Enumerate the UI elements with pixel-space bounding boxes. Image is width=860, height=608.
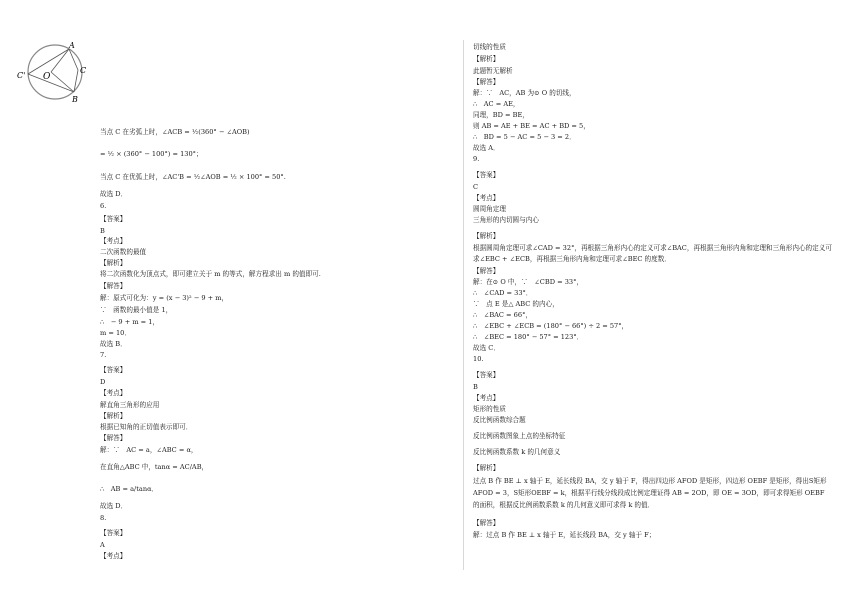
section-heading: 【答案】 [473,371,500,379]
section-heading: 【解答】 [473,78,500,86]
text-paragraph: 根据圆周角定理可求∠CAD = 32°，再根据三角形内心的定义可求∠BAC，再根据三角形内角和定理和三角形内心的定义可求∠EBC + ∠ECB，再根据三角形内角和定理可求∠BEC 的度数． [473,244,832,263]
text-line: 故选 C． [473,344,500,352]
section-heading: 【考点】 [100,552,127,560]
segment-oa [51,49,69,72]
section-heading: 【考点】 [100,237,127,245]
column-divider [463,40,464,570]
text-line: ∴ ∠CAD = 33°． [473,289,533,297]
text-line: ∴ BD = 5 − AC = 5 − 3 = 2． [473,133,576,141]
answer-value: B [473,383,478,391]
segment-ob [51,72,74,92]
text-line: ∵ 点 E 是△ ABC 的内心， [473,300,559,308]
section-heading: 【解答】 [100,434,127,442]
section-heading: 【考点】 [100,389,127,397]
text-line: ∴ AB = a/tanα． [100,485,159,493]
text-line: 当点 C 在劣弧上时，∠ACB = ½(360° − ∠AOB) [100,128,250,136]
label-c-prime: C' [17,71,26,80]
text-line: m = 10． [100,329,131,337]
circle-figure [17,38,97,106]
section-heading: 【解答】 [473,267,500,275]
text-line: 解：在⊙ O 中，∵ ∠CBD = 33°， [473,278,583,286]
text-line: 故选 D． [100,502,128,510]
label-a: A [69,41,75,50]
text-line: 三角形的内切圆与内心 [473,216,539,224]
text-line: 解：原式可化为：y = (x − 3)² − 9 + m， [100,294,229,302]
section-heading: 【解析】 [100,412,127,420]
text-paragraph: 过点 B 作 BE ⊥ x 轴于 E，延长线段 BA，交 y 轴于 F，得出四边形 AFOD 是矩形，四边形 OEBF 是矩形，得出S矩形AFOD = 3，S矩形OEBF = k，根据平行线分线段成比例定理证得 AB = 2OD，即 OE = 3OD，即可求得矩形 OEBF 的面积，根据反比例函数系数 k 的几何意义即可求得 k 的值． [473,477,827,509]
text-line: 根据已知角的正切值表示即可． [100,423,193,431]
answer-value: A [100,541,105,549]
answer-value: B [100,227,105,235]
text-line: ∴ ∠BEC = 180° − 57° = 123°． [473,333,584,341]
text-line: ∴ − 9 + m = 1， [100,318,160,326]
text-line: ∴ AC = AE， [473,100,520,108]
text-line: 解：∵ AC，AB 为⊙ O 的切线， [473,89,576,97]
text-line: ∵ 函数的最小值是 1， [100,306,173,314]
text-line: 反比例函数图象上点的坐标特征 [473,432,566,440]
text-line: ∴ ∠BAC = 66°， [473,311,532,319]
text-line: ∴ ∠EBC + ∠ECB = (180° − 66°) ÷ 2 = 57°， [473,322,629,330]
text-line: 矩形的性质 [473,405,506,413]
text-line: 反比例函数系数 k 的几何意义 [473,448,561,456]
label-o: O [43,72,51,82]
section-heading: 【解析】 [473,232,500,240]
question-number: 8. [100,514,107,522]
section-heading: 【解析】 [100,259,127,267]
section-heading: 【解析】 [473,464,500,472]
text-line: 此题暂无解析 [473,67,513,75]
section-heading: 【解析】 [473,55,500,63]
text-line: 故选 A． [473,144,500,152]
section-heading: 【答案】 [100,215,127,223]
label-c: C [80,66,87,75]
section-heading: 【考点】 [473,194,500,202]
text-line: 二次函数的最值 [100,248,147,256]
question-number: 7. [100,351,107,359]
text-line: 故选 B． [100,340,127,348]
section-heading: 【解答】 [473,519,500,527]
question-number: 6. [100,202,107,210]
text-line: 则 AB = AE + BE = AC + BD = 5， [473,122,590,130]
section-heading: 【答案】 [100,529,127,537]
segment-c-prime-a [28,49,69,74]
text-line: 同理，BD = BE， [473,111,529,119]
question-number: 9. [473,155,480,163]
section-heading: 【考点】 [473,394,500,402]
answer-value: D [100,378,106,386]
text-line: 当点 C 在优弧上时，∠AC'B = ½∠AOB = ½ × 100° = 50°. [100,173,286,181]
text-line: 在直角△ABC 中，tanα = AC/AB， [100,463,209,471]
text-line: 圆周角定理 [473,205,506,213]
section-heading: 【答案】 [473,171,500,179]
text-line: 故选 D． [100,190,128,198]
text-line: 反比例函数综合题 [473,416,526,424]
text-line: 将二次函数化为顶点式，即可建立关于 m 的等式，解方程求出 m 的值即可. [100,270,321,278]
text-line: 解：∵ AC = a，∠ABC = α， [100,446,198,454]
text-line: 解：过点 B 作 BE ⊥ x 轴于 E，延长线段 BA，交 y 轴于 F； [473,531,656,539]
text-line: 切线的性质 [473,43,506,51]
label-b: B [72,95,78,104]
section-heading: 【解答】 [100,282,127,290]
question-number: 10. [473,355,484,363]
answer-value: C [473,183,479,191]
text-line: 解直角三角形的应用 [100,401,160,409]
section-heading: 【答案】 [100,366,127,374]
text-line: = ½ × (360° − 100°) = 130°； [100,150,203,158]
